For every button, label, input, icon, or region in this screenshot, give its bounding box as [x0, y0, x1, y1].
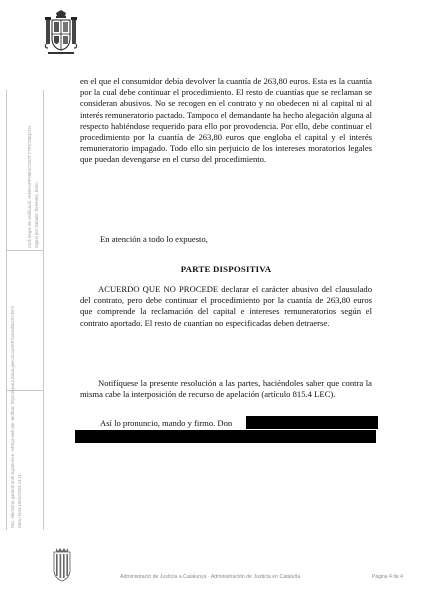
redaction-bar — [246, 416, 378, 429]
spain-coat-of-arms-icon — [44, 10, 78, 56]
page-number: Pàgina 4 de 4 — [372, 574, 403, 580]
stamp-signer: Signat per Sabater Torrentes, Enric; — [34, 181, 39, 248]
stamp-verification-url: Doc. electrònic garantit amb signatura-e. Adreça web per verificar: https://ejcat.justicia.gencat.cat/IAP/consultaCSV.html — [10, 306, 15, 528]
stamp-date: Data i hora 10/01/2024 14:11 — [17, 474, 22, 528]
catalonia-emblem-icon — [52, 548, 72, 582]
redaction-bar — [75, 430, 376, 443]
section-heading: PARTE DISPOSITIVA — [180, 264, 272, 274]
paragraph-ruling: ACUERDO QUE NO PROCEDE declarar el carácter abusivo del clausulado del contrato, pero debe continuar el procedimiento por la cuantía de 263,80 euros que comprende la reclamación del capital e intereses remuneratorios según el contrato aportado. El resto de cuantían no especificadas deben detraerse. — [80, 284, 372, 328]
footer-text: Administració de Justícia a Catalunya · Administración de Justicia en Cataluña — [120, 574, 301, 580]
paragraph-notification: Notifíquese la presente resolución a las partes, haciéndoles saber que contra la misma cabe la interposición de recurso de apelación (artículo 815.4 LEC). — [80, 378, 372, 400]
paragraph-signature: Así lo pronuncio, mando y firmo. Don — [100, 418, 233, 428]
stamp-csv-code: Codi Segur de Verificació: HHBANPFM8IXCGS2TYTPX7Z8QLTH — [27, 125, 32, 248]
paragraph-conclusion-intro: En atención a todo lo expuesto, — [100, 234, 208, 244]
paragraph-reasoning: en el que el consumidor debía devolver la cuantía de 263,80 euros. Esta es la cuantía por la cual debe continuar el procedimiento. El resto de cuantías que se reclaman se consideran abusivos. No se recogen en el contrato y no obedecen ni al capital ni al interés remuneratorio pactado. Tampoco el demandante ha hecho alegación alguna al respecto habiéndose requerido para ello por provodencia. Por ello, debe continuar el procedimiento por la cuantía de 263,80 euros que engloba el capital y el interés remuneratorio impagado. Todo ello sin perjuicio de los intereses moratorios legales que puedan devengarse en el curso del procedimiento. — [80, 76, 373, 165]
verification-stamp — [6, 90, 44, 530]
